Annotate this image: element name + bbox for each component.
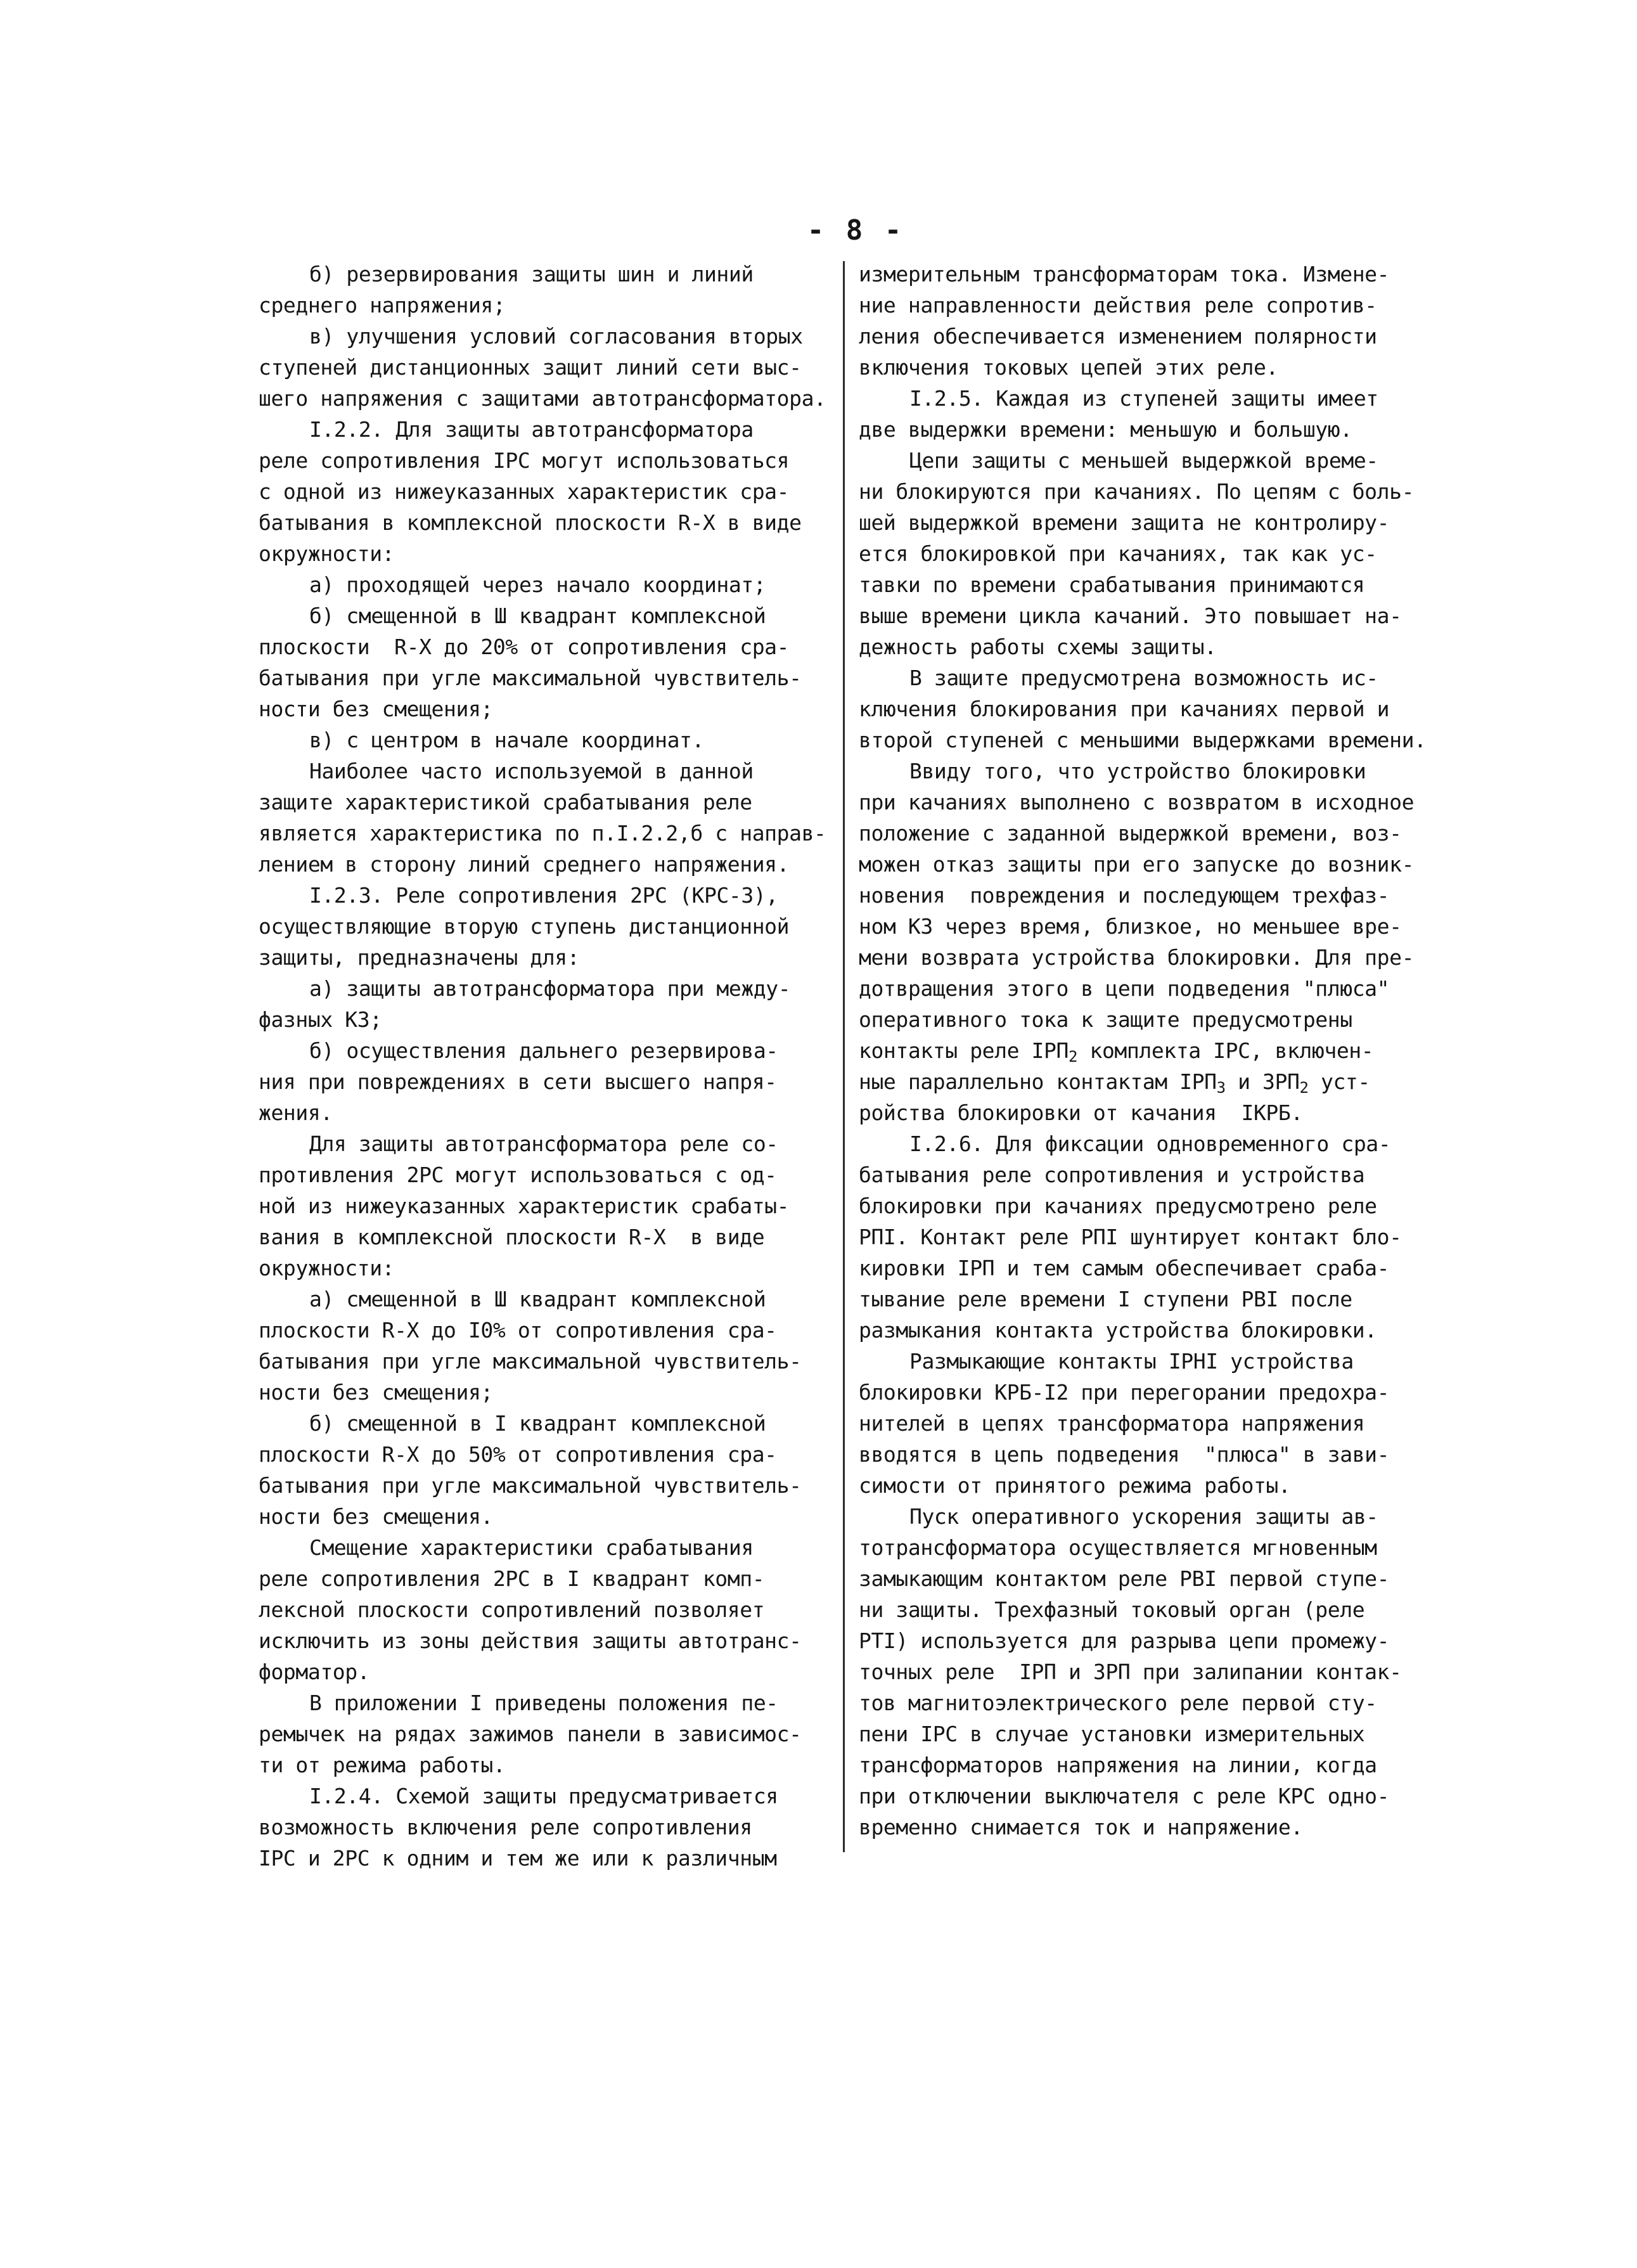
text-line (259, 1159, 854, 1190)
line-text: ния при повреждениях в сети высшего напря- (259, 1069, 777, 1094)
text-line (259, 1346, 854, 1377)
line-text: Смещение характеристики срабатывания (309, 1535, 754, 1560)
text-line (259, 1812, 854, 1843)
line-text: жения. (259, 1100, 333, 1125)
text-line (859, 631, 1473, 662)
line-text: батывания при угле максимальной чувствитель- (259, 666, 802, 690)
line-text: тов магнитоэлектрического реле первой сту- (859, 1691, 1377, 1715)
subscript: 2 (1299, 1079, 1309, 1097)
line-text: исключить из зоны действия защиты автотранс- (259, 1628, 802, 1653)
line-text: замыкающим контактом реле PBI первой ступе- (859, 1566, 1390, 1591)
line-text: защиты, предназначены для: (259, 945, 580, 970)
line-text: ном КЗ через время, близкое, но меньшее вре- (859, 914, 1402, 939)
text-line (859, 1781, 1473, 1812)
text-line (859, 445, 1473, 476)
line-text: ремычек на рядах зажимов панели в зависимос- (259, 1722, 802, 1746)
text-line (259, 1128, 854, 1159)
text-line (259, 942, 854, 973)
line-text: а) защиты автотрансформатора при междy- (309, 976, 791, 1001)
text-line (859, 383, 1473, 414)
text-line (259, 1625, 854, 1656)
line-text: тавки по времени срабатывания принимаются (859, 572, 1365, 597)
line-text: в) с центром в начале координат. (309, 728, 704, 752)
text-line (259, 1066, 854, 1097)
text-line (859, 290, 1473, 321)
line-text: реле сопротивления IPC могут использоваться (259, 448, 790, 473)
text-line (859, 321, 1473, 352)
text-line (259, 600, 854, 631)
left-column (259, 259, 854, 1874)
text-line (859, 849, 1473, 880)
text-line (859, 942, 1473, 973)
line-text: I.2.3. Реле сопротивления 2PC (КРС-3), (309, 883, 778, 908)
right-column (859, 259, 1473, 1843)
subscript: 2 (1068, 1048, 1078, 1066)
text-line (259, 1190, 854, 1221)
line-text: ные параллельно контактам IPП (859, 1069, 1217, 1094)
line-text: ности без смещения; (259, 697, 493, 721)
text-line (259, 787, 854, 818)
text-line (259, 1470, 854, 1501)
line-text: В защите предусмотрена возможность ис- (909, 666, 1378, 690)
text-line (859, 1315, 1473, 1346)
text-line (259, 1221, 854, 1253)
line-text: Пуск оперативного ускорения защиты ав- (909, 1504, 1378, 1529)
line-text: мени возврата устройства блокировки. Для пре- (859, 945, 1415, 970)
line-text: а) смещенной в Ш квадрант комплексной (309, 1287, 766, 1311)
line-text: нителей в цепях трансформатора напряжения (859, 1411, 1365, 1436)
line-text: можен отказ защиты при его запуске до возник- (859, 852, 1415, 877)
line-text: Наиболее часто используемой в данной (309, 759, 754, 783)
text-line (859, 414, 1473, 445)
line-text: ступеней дистанционных защит линий сети выс- (259, 355, 802, 380)
text-line (259, 1843, 854, 1874)
text-line (259, 1315, 854, 1346)
line-text: временно снимается ток и напряжение. (859, 1815, 1303, 1840)
text-line (259, 290, 854, 321)
line-text: ни блокируются при качаниях. По цепям с боль- (859, 479, 1415, 504)
line-text: защите характеристикой срабатывания реле (259, 790, 752, 815)
line-text: PПI. Контакт реле PПI шунтирует контакт бло- (859, 1225, 1402, 1249)
line-text: шего напряжения с защитами автотрансформатора. (259, 386, 826, 411)
text-line (859, 1377, 1473, 1408)
line-text: включения токовых цепей этих реле. (859, 355, 1278, 380)
line-text: измерительным трансформаторам тока. Измене- (859, 262, 1390, 287)
text-line (259, 1687, 854, 1718)
text-line (859, 1687, 1473, 1718)
line-text: является характеристика по п.I.2.2,б с направ- (259, 821, 826, 846)
line-text: форматор. (259, 1659, 370, 1684)
line-text: ности без смещения; (259, 1380, 493, 1405)
line-text: вводятся в цепь подведения "плюса" в зави- (859, 1442, 1390, 1467)
text-line (259, 1408, 854, 1439)
line-text: ключения блокирования при качаниях первой и (859, 697, 1390, 721)
text-line (259, 693, 854, 725)
text-line (859, 1594, 1473, 1625)
text-line (859, 973, 1473, 1004)
text-line (859, 1749, 1473, 1781)
line-text: при качаниях выполнено с возвратом в исходное (859, 790, 1415, 815)
text-line (859, 756, 1473, 787)
line-text: лексной плоскости сопротивлений позволяет (259, 1597, 765, 1622)
line-text: плоскости R-X до 50% от сопротивления сра- (259, 1442, 777, 1467)
text-line (859, 1128, 1473, 1159)
line-text: Для защиты автотрансформатора реле со- (309, 1131, 778, 1156)
line-text: новения повреждения и последующем трехфаз- (859, 883, 1390, 908)
text-line (859, 1097, 1473, 1128)
text-line (859, 1470, 1473, 1501)
line-text: возможность включения реле сопротивления (259, 1815, 752, 1840)
line-text: трансформаторов напряжения на линии, когда (859, 1753, 1377, 1777)
line-text: Размыкающие контакты IPHI устройства (909, 1349, 1354, 1374)
text-line (859, 1159, 1473, 1190)
text-line (859, 507, 1473, 538)
text-line (259, 1253, 854, 1284)
line-text: В приложении I приведены положения пе- (309, 1691, 778, 1715)
line-text: шей выдержкой времени защита не контролиру- (859, 510, 1390, 535)
text-line (259, 725, 854, 756)
text-line (259, 662, 854, 693)
line-text: ройства блокировки от качания IКРБ. (859, 1100, 1303, 1125)
text-line (859, 818, 1473, 849)
text-line (859, 1004, 1473, 1035)
line-text: окружности: (259, 541, 395, 566)
line-text: уст- (1308, 1069, 1370, 1094)
line-text: вания в комплексной плоскости R-X в виде (259, 1225, 765, 1249)
text-line (259, 352, 854, 383)
line-text: дотвращения этого в цепи подведения "плюса" (859, 976, 1390, 1001)
line-text: Цепи защиты с меньшей выдержкой време- (909, 448, 1378, 473)
text-line (259, 1439, 854, 1470)
line-text: ности без смещения. (259, 1504, 493, 1529)
line-text: ления обеспечивается изменением полярности (859, 324, 1377, 349)
line-text: выше времени цикла качаний. Это повышает на- (859, 603, 1402, 628)
text-line (859, 1408, 1473, 1439)
text-line (259, 1035, 854, 1066)
line-text: ти от режима работы. (259, 1753, 506, 1777)
line-text: окружности: (259, 1256, 395, 1280)
text-line (259, 1563, 854, 1594)
text-line (259, 321, 854, 352)
text-line (859, 476, 1473, 507)
text-line (259, 569, 854, 600)
line-text: среднего напряжения; (259, 293, 506, 318)
line-text: Ввиду того, что устройство блокировки (909, 759, 1366, 783)
text-line (859, 569, 1473, 600)
line-text: I.2.6. Для фиксации одновременного сра- (909, 1131, 1391, 1156)
text-line (259, 383, 854, 414)
text-line (259, 476, 854, 507)
text-line (859, 1812, 1473, 1843)
line-text: батывания в комплексной плоскости R-X в виде (259, 510, 802, 535)
line-text: осуществляющие вторую ступень дистанционной (259, 914, 790, 939)
page-number: - 8 - (807, 214, 904, 247)
line-text: I.2.4. Схемой защиты предусматривается (309, 1784, 778, 1808)
text-line (259, 1749, 854, 1781)
text-line (859, 1563, 1473, 1594)
text-line (259, 1718, 854, 1749)
text-line (859, 352, 1473, 383)
text-line (259, 1004, 854, 1035)
text-line (859, 1532, 1473, 1563)
text-line (859, 1190, 1473, 1221)
text-line (859, 1501, 1473, 1532)
line-text: кировки IPП и тем самым обеспечивает сраба- (859, 1256, 1390, 1280)
text-line (259, 507, 854, 538)
text-line (259, 1781, 854, 1812)
text-line (859, 1439, 1473, 1470)
line-text: I.2.5. Каждая из ступеней защиты имеет (909, 386, 1378, 411)
line-text: ется блокировкой при качаниях, так как ус- (859, 541, 1377, 566)
line-text: две выдержки времени: меньшую и большую. (859, 417, 1352, 442)
text-line (259, 818, 854, 849)
line-text: батывания при угле максимальной чувствитель- (259, 1473, 802, 1498)
line-text: комплекта IPC, включен- (1077, 1038, 1374, 1063)
line-text: батывания при угле максимальной чувствитель- (259, 1349, 802, 1374)
text-line (259, 414, 854, 445)
text-line (259, 880, 854, 911)
text-line (859, 1284, 1473, 1315)
text-line (859, 787, 1473, 818)
text-line (259, 538, 854, 569)
text-line (259, 445, 854, 476)
line-text: фазных КЗ; (259, 1007, 382, 1032)
line-text: ние направленности действия реле сопротив- (859, 293, 1377, 318)
line-text: размыкания контакта устройства блокировки. (859, 1318, 1377, 1343)
text-line (859, 662, 1473, 693)
text-line (859, 1625, 1473, 1656)
line-text: а) проходящей через начало координат; (309, 572, 766, 597)
text-line (259, 1501, 854, 1532)
line-text: дежность работы схемы защиты. (859, 635, 1217, 659)
text-line (259, 1532, 854, 1563)
text-line (859, 693, 1473, 725)
text-line (259, 1377, 854, 1408)
line-text: б) смещенной в Ш квадрант комплексной (309, 603, 766, 628)
text-line (859, 725, 1473, 756)
text-line (859, 1221, 1473, 1253)
line-text: симости от принятого режима работы. (859, 1473, 1291, 1498)
text-line (859, 1656, 1473, 1687)
text-line (859, 600, 1473, 631)
line-text: контакты реле IPП (859, 1038, 1069, 1063)
text-line (259, 1656, 854, 1687)
line-text: противления 2PC могут использоваться с од- (259, 1163, 777, 1187)
text-line (259, 973, 854, 1004)
line-text: тывание реле времени I ступени PBI после (859, 1287, 1352, 1311)
line-text: оперативного тока к защите предусмотрены (859, 1007, 1352, 1032)
line-text: батывания реле сопротивления и устройства (859, 1163, 1365, 1187)
line-text: ни защиты. Трехфазный токовый орган (реле (859, 1597, 1365, 1622)
line-text: тотрансформатора осуществляется мгновенным (859, 1535, 1377, 1560)
text-line (259, 631, 854, 662)
text-line (259, 849, 854, 880)
line-text: в) улучшения условий согласования вторых (309, 324, 803, 349)
line-text: б) резервирования защиты шин и линий (309, 262, 754, 287)
line-text: б) смещенной в I квадрант комплексной (309, 1411, 766, 1436)
line-text: плоскости R-X до I0% от сопротивления сра- (259, 1318, 777, 1343)
line-text: и 3PП (1225, 1069, 1300, 1094)
column-divider (843, 261, 845, 1852)
text-line (859, 1346, 1473, 1377)
line-text: второй ступеней с меньшими выдержками времени. (859, 728, 1427, 752)
line-text: б) осуществления дальнего резервирова- (309, 1038, 778, 1063)
text-line (859, 259, 1473, 290)
text-line (259, 1097, 854, 1128)
subscript: 3 (1216, 1079, 1226, 1097)
text-line (859, 1035, 1473, 1066)
line-text: лением в сторону линий среднего напряжения. (259, 852, 790, 877)
line-text: с одной из нижеуказанных характеристик сра- (259, 479, 790, 504)
text-line (259, 1594, 854, 1625)
line-text: пени IPC в случае установки измерительных (859, 1722, 1365, 1746)
text-line (259, 1284, 854, 1315)
line-text: точных реле IPП и 3PП при залипании контак- (859, 1659, 1402, 1684)
line-text: плоскости R-X до 20% от сопротивления сра- (259, 635, 790, 659)
text-line (859, 880, 1473, 911)
text-line (259, 259, 854, 290)
text-line (859, 911, 1473, 942)
line-text: PTI) используется для разрыва цепи промежу- (859, 1628, 1390, 1653)
text-line (859, 1718, 1473, 1749)
line-text: блокировки при качаниях предусмотрено реле (859, 1194, 1377, 1218)
text-line (259, 756, 854, 787)
text-line (859, 1066, 1473, 1097)
text-line (859, 1253, 1473, 1284)
line-text: при отключении выключателя с реле КРС одно- (859, 1784, 1390, 1808)
line-text: I.2.2. Для защиты автотрансформатора (309, 417, 754, 442)
line-text: блокировки КРБ-I2 при перегорании предохра- (859, 1380, 1390, 1405)
line-text: реле сопротивления 2PC в I квадрант комп- (259, 1566, 765, 1591)
line-text: положение с заданной выдержкой времени, воз- (859, 821, 1402, 846)
text-line (259, 911, 854, 942)
line-text: ной из нижеуказанных характеристик срабаты- (259, 1194, 790, 1218)
text-line (859, 538, 1473, 569)
line-text: IPC и 2PC к одним и тем же или к различным (259, 1846, 777, 1871)
